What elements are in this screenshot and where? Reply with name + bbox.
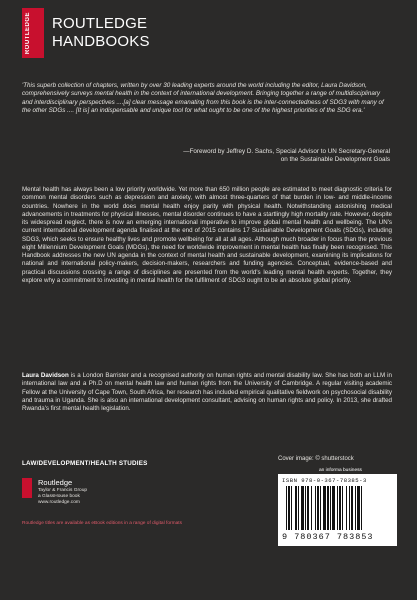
series-name-line2: HANDBOOKS (52, 33, 150, 50)
barcode-bar (298, 486, 299, 530)
barcode-bar (357, 486, 360, 530)
cover-image-credit: Cover image: © shutterstock (278, 456, 354, 462)
barcode-bar (361, 486, 362, 530)
endorsement-attribution (22, 148, 390, 165)
publisher-group: Taylor & Francis Group (38, 488, 88, 493)
barcode-bar (349, 486, 350, 530)
barcode-bar (332, 486, 335, 530)
routledge-logo-mark: ROUTLEDGE (22, 8, 44, 58)
series-name-line1: ROUTLEDGE (52, 15, 148, 32)
subject-category: LAW/DEVELOPMENT/HEALTH STUDIES (22, 460, 148, 467)
publisher-url: www.routledge.com (38, 500, 80, 505)
barcode-bar (317, 486, 319, 530)
publisher-name: Routledge (38, 478, 73, 487)
barcode-bar (301, 486, 304, 530)
publisher-logo-icon (22, 478, 32, 498)
isbn-text: ISBN 978-0-367-78385-3 (282, 477, 367, 484)
barcode-bar (291, 486, 292, 530)
barcode-graphic (286, 486, 390, 530)
author-bio-text: is a London Barrister and a recognised authority on human rights and mental disability law. She has both an LLM in international law and a Ph.D on mental health law and human rights from the University of Cambridge. A regular visiting academic Fellow at the University of Cape Town, South Africa, her research has included empirical qualitative fieldwork on psychosocial disability and trauma in Uganda. She is also an international development consultant, advising on human rights and policy. In 2013, she drafted Rwanda's first mental health legislation. (22, 372, 392, 412)
attribution-line2: on the Sustainable Development Goals (280, 156, 390, 164)
barcode-bar (346, 486, 347, 530)
barcode-bar (327, 486, 329, 530)
endorsement-quote: 'This superb collection of chapters, written by over 30 leading experts around the world including the editor, Laura Davidson, comprehensively surveys mental health in the context of international development. Bringing together a range of multidisciplinary and interdisciplinary perspectives ....[a] clear message emanating from this book is the inter-connectedness of SDG3 with many of the other SDGs .... [It is] an indispensable and unique tool for what ought to be one of the highest priorities of the SDG era.' (22, 82, 384, 115)
series-header (0, 0, 417, 70)
barcode-panel (278, 474, 397, 546)
barcode-digits: 9 780367 783853 (282, 532, 374, 542)
barcode-bar (320, 486, 321, 530)
barcode-bar (337, 486, 338, 530)
barcode-bar (286, 486, 287, 530)
ebook-availability-note: Routledge titles are available as eBook editions in a range of digital formats (22, 521, 182, 526)
author-bio (22, 372, 392, 413)
book-description: Mental health has always been a low priority worldwide. Yet more than 650 million people are estimated to meet diagnostic criteria for common mental disorders such as depression and anxiety, with almost three-quarters of that burden in low- and middle-income countries. Nowhere in the world does mental health enjoy parity with physical health. Notwithstanding astonishing medical advancements in treatments for physical illnesses, mental disorder continues to have a startlingly high mortality rate. However, despite its widespread neglect, there is now an emerging international imperative to improve global mental health and wellbeing. The UN's current international development agenda finalised at the end of 2015 contains 17 Sustainable Development Goals (SDGs), including SDG3, which seeks to ensure healthy lives and promote wellbeing for all at all ages. Although much broader in focus than the previous eight Millennium Development Goals (MDGs), the need for worldwide improvement in mental health has finally been recognised. This Handbook addresses the new UN agenda in the context of mental health and sustainable development, examining its implications for national and international policy-makers, decision-makers, researchers and funding agencies. Conceptual, evidence-based and practical discussions crossing a range of disciplines are presented from the world's leading mental health experts. Together, they explore why a commitment to investing in mental health for the fulfilment of SDG3 ought to be an absolute global priority. (22, 186, 392, 284)
barcode-bar (355, 486, 356, 530)
barcode-bar (342, 486, 343, 530)
barcode-bar (330, 486, 331, 530)
barcode-bar (311, 486, 312, 530)
barcode-bar (315, 486, 316, 530)
barcode-bar (307, 486, 309, 530)
barcode-bar (295, 486, 297, 530)
barcode-bar (288, 486, 290, 530)
informa-business-tag: an informa business (319, 468, 362, 473)
barcode-bar (339, 486, 341, 530)
author-name: Laura Davidson (22, 372, 69, 379)
barcode-bar (305, 486, 306, 530)
barcode-bar (323, 486, 326, 530)
barcode-bar (351, 486, 353, 530)
publisher-imprint: a GlassHouse book (38, 494, 80, 499)
attribution-line1: —Foreword by Jeffrey D. Sachs, Special Advisor to UN Secretary-General (183, 148, 390, 155)
